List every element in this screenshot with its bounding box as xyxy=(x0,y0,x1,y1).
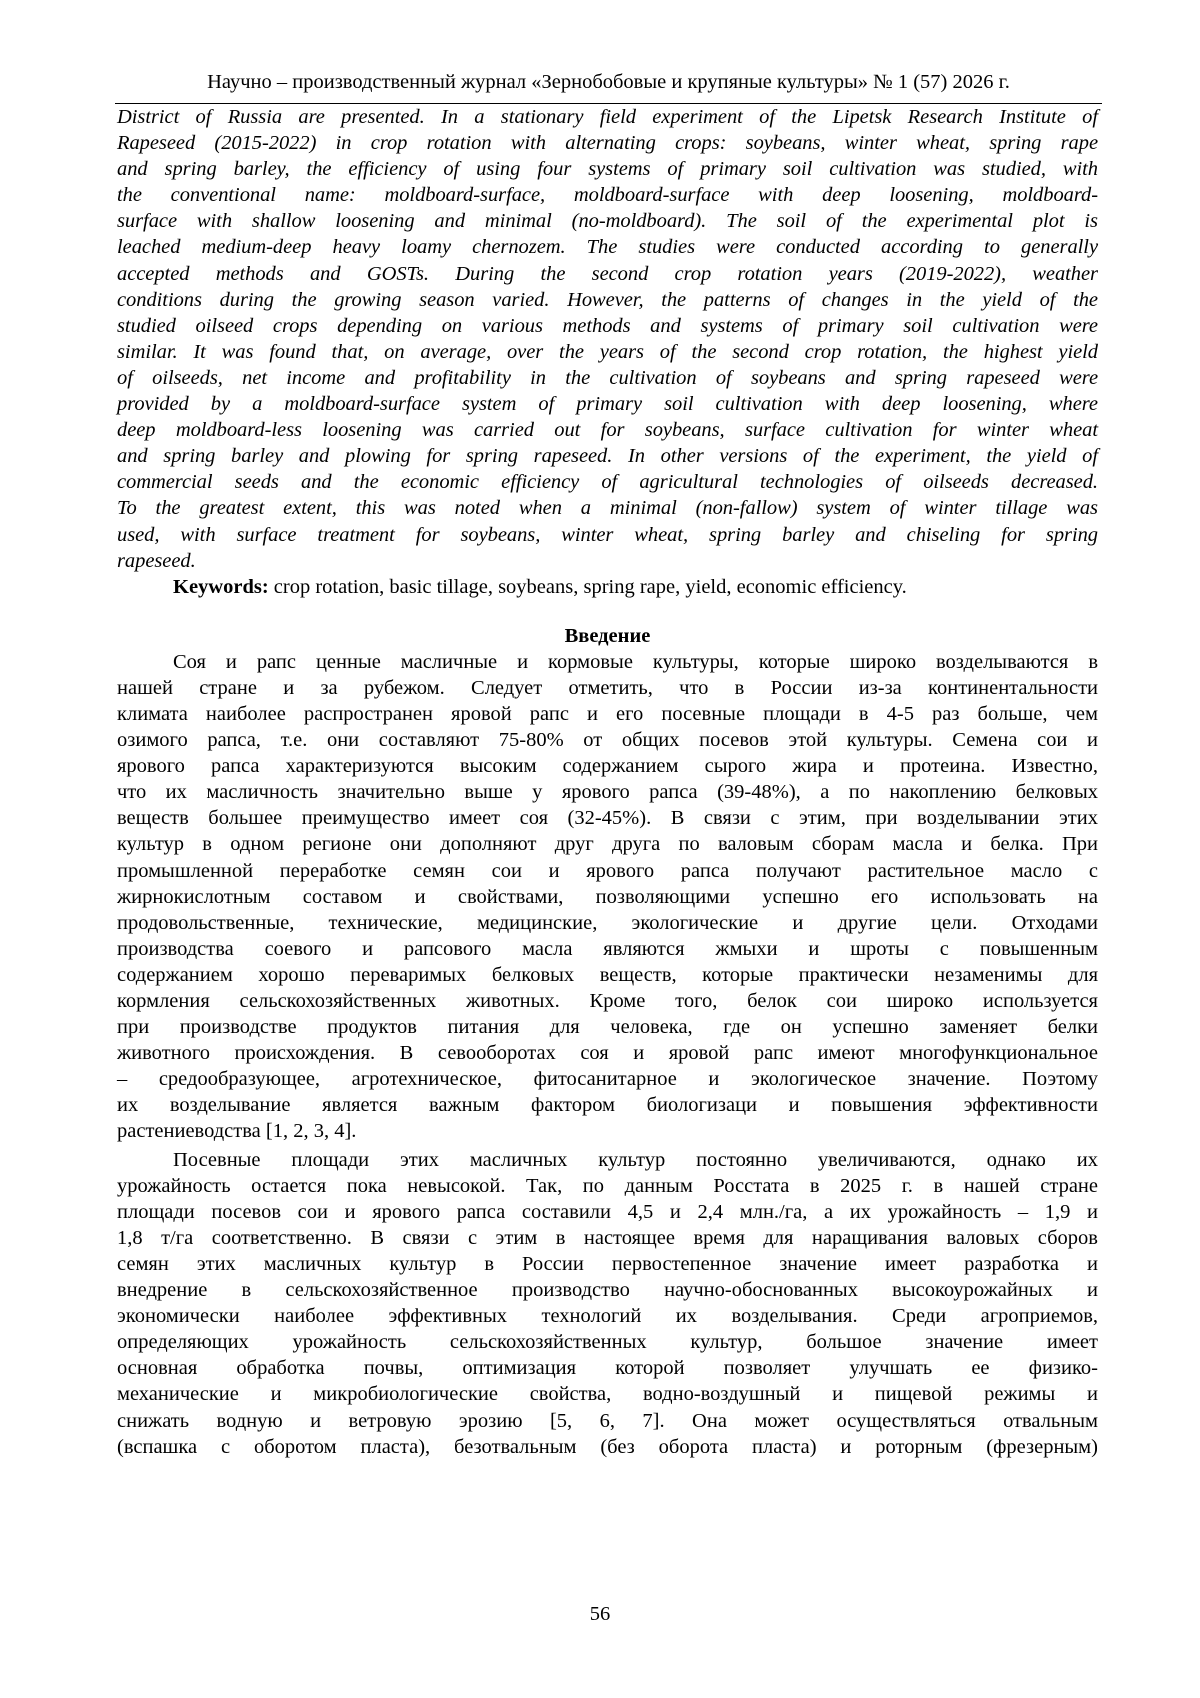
paragraph-line: нашей стране и за рубежом. Следует отметить, что в России из-за континентальности xyxy=(117,676,1098,699)
paragraph-line: что их масличность значительно выше у ярового рапса (39-48%), а по накоплению белковых xyxy=(117,781,1098,804)
paragraph-line: основная обработка почвы, оптимизация которой позволяет улучшать ее физико- xyxy=(117,1357,1098,1380)
paragraph-line: производства соевого и рапсового масла являются жмыхи и шроты с повышенным xyxy=(117,937,1098,960)
paragraph-line: жирнокислотным составом и свойствами, позволяющими успешно его использовать на xyxy=(117,885,1098,908)
abstract-line: used, with surface treatment for soybeans, winter wheat, spring barley and chiseling for spring xyxy=(117,523,1098,546)
page-content xyxy=(117,104,1098,1460)
paragraph-line: кормления сельскохозяйственных животных. Кроме того, белок сои широко используется xyxy=(117,990,1098,1012)
abstract-line: conditions during the growing season varied. However, the patterns of changes in the yield of the xyxy=(117,288,1098,311)
abstract-line: and spring barley and plowing for spring rapeseed. In other versions of the experiment, the yield of xyxy=(117,445,1098,468)
abstract-line: surface with shallow loosening and minimal (no-moldboard). The soil of the experimental plot is xyxy=(117,210,1098,233)
body-paragraph-2 xyxy=(117,1147,1098,1460)
paragraph-line: веществ большее преимущество имеет соя (32-45%). В связи с этим, при возделывании этих xyxy=(117,807,1098,830)
paragraph-line: урожайность остается пока невысокой. Так, по данным Росстата в 2025 г. в нашей стране xyxy=(117,1174,1098,1197)
abstract-line: provided by a moldboard-surface system of primary soil cultivation with deep loosening, where xyxy=(117,393,1098,416)
abstract-line: To the greatest extent, this was noted when a minimal (non-fallow) system of winter tillage was xyxy=(117,497,1098,520)
abstract-line: Rapeseed (2015-2022) in crop rotation with alternating crops: soybeans, winter wheat, spring rape xyxy=(117,132,1098,155)
abstract-line: of oilseeds, net income and profitability in the cultivation of soybeans and spring rapeseed were xyxy=(117,366,1098,389)
paragraph-line: Посевные площади этих масличных культур постоянно увеличиваются, однако их xyxy=(173,1148,1098,1171)
abstract-line: District of Russia are presented. In a stationary field experiment of the Lipetsk Research Institute of xyxy=(117,106,1098,128)
paragraph-line: продовольственные, технические, медицинские, экологические и другие цели. Отходами xyxy=(117,911,1098,934)
paragraph-line: ярового рапса характеризуются высоким содержанием сырого жира и протеина. Известно, xyxy=(117,755,1098,778)
abstract-line: accepted methods and GOSTs. During the second crop rotation years (2019-2022), weather xyxy=(117,262,1098,285)
abstract-line: deep moldboard-less loosening was carried out for soybeans, surface cultivation for winter wheat xyxy=(117,419,1098,442)
page-number: 56 xyxy=(589,1603,611,1625)
keywords-label: Keywords: xyxy=(173,575,269,598)
abstract-line: rapeseed. xyxy=(117,549,196,572)
paragraph-line: определяющих урожайность сельскохозяйственных культур, большое значение имеет xyxy=(117,1331,1098,1354)
paragraph-line: внедрение в сельскохозяйственное производство научно-обоснованных высокоурожайных и xyxy=(117,1279,1098,1302)
paragraph-line: (вспашка с оборотом пласта), безотвальным (без оборота пласта) и роторным (фрезерным) xyxy=(117,1435,1098,1458)
abstract-line: the conventional name: moldboard-surface, moldboard-surface with deep loosening, moldboard- xyxy=(117,184,1098,207)
abstract-line: studied oilseed crops depending on various methods and systems of primary soil cultivation were xyxy=(117,314,1098,337)
abstract-line: similar. It was found that, on average, over the years of the second crop rotation, the highest yield xyxy=(117,340,1098,363)
body-paragraph-1 xyxy=(117,649,1098,1145)
paragraph-line: Соя и рапс ценные масличные и кормовые культуры, которые широко возделываются в xyxy=(173,650,1098,673)
paragraph-line: семян этих масличных культур в России первостепенное значение имеет разработка и xyxy=(117,1252,1098,1275)
paragraph-line: климата наиболее распространен яровой рапс и его посевные площади в 4-5 раз больше, чем xyxy=(117,702,1098,725)
abstract-text xyxy=(117,104,1098,574)
keywords-text: crop rotation, basic tillage, soybeans, spring rape, yield, economic efficiency. xyxy=(268,575,907,598)
abstract-line: leached medium-deep heavy loamy chernozem. The studies were conducted according to generally xyxy=(117,236,1098,259)
paragraph-line: промышленной переработке семян сои и ярового рапса получают растительное масло с xyxy=(117,859,1098,882)
abstract-line: and spring barley, the efficiency of using four systems of primary soil cultivation was studied, with xyxy=(117,158,1098,181)
paragraph-line: механические и микробиологические свойства, водно-воздушный и пищевой режимы и xyxy=(117,1383,1098,1406)
paragraph-line: растениеводства [1, 2, 3, 4]. xyxy=(117,1120,357,1143)
paragraph-line: экономически наиболее эффективных технологий их возделывания. Среди агроприемов, xyxy=(117,1305,1098,1328)
paragraph-line: содержанием хорошо переваримых белковых веществ, которые практически незаменимы для xyxy=(117,963,1098,986)
running-header: Научно – производственный журнал «Зернобобовые и крупяные культуры» № 1 (57) 2026 г. xyxy=(207,71,1010,93)
paragraph-line: снижать водную и ветровую эрозию [5, 6, 7]. Она может осуществляться отвальным xyxy=(117,1409,1098,1432)
paragraph-line: при производстве продуктов питания для человека, где он успешно заменяет белки xyxy=(117,1016,1098,1039)
abstract-line: commercial seeds and the economic efficiency of agricultural technologies of oilseeds decreased. xyxy=(117,471,1098,494)
paragraph-line: животного происхождения. В севооборотах соя и яровой рапс имеют многофункциональное xyxy=(117,1042,1098,1065)
paragraph-line: их возделывание является важным фактором биологизаци и повышения эффективности xyxy=(117,1094,1098,1117)
paragraph-line: площади посевов сои и ярового рапса составили 4,5 и 2,4 млн./га, а их урожайность – 1,9 и xyxy=(117,1200,1098,1223)
paragraph-line: культур в одном регионе они дополняют друг друга по валовым сборам масла и белка. При xyxy=(117,833,1098,856)
paragraph-line: – средообразующее, агротехническое, фитосанитарное и экологическое значение. Поэтому xyxy=(117,1068,1098,1091)
keywords-line xyxy=(117,574,1098,600)
paragraph-line: озимого рапса, т.е. они составляют 75-80% от общих посевов этой культуры. Семена сои и xyxy=(117,729,1098,752)
section-title: Введение xyxy=(564,624,651,647)
paragraph-line: 1,8 т/га соответственно. В связи с этим в настоящее время для наращивания валовых сборов xyxy=(117,1226,1098,1249)
